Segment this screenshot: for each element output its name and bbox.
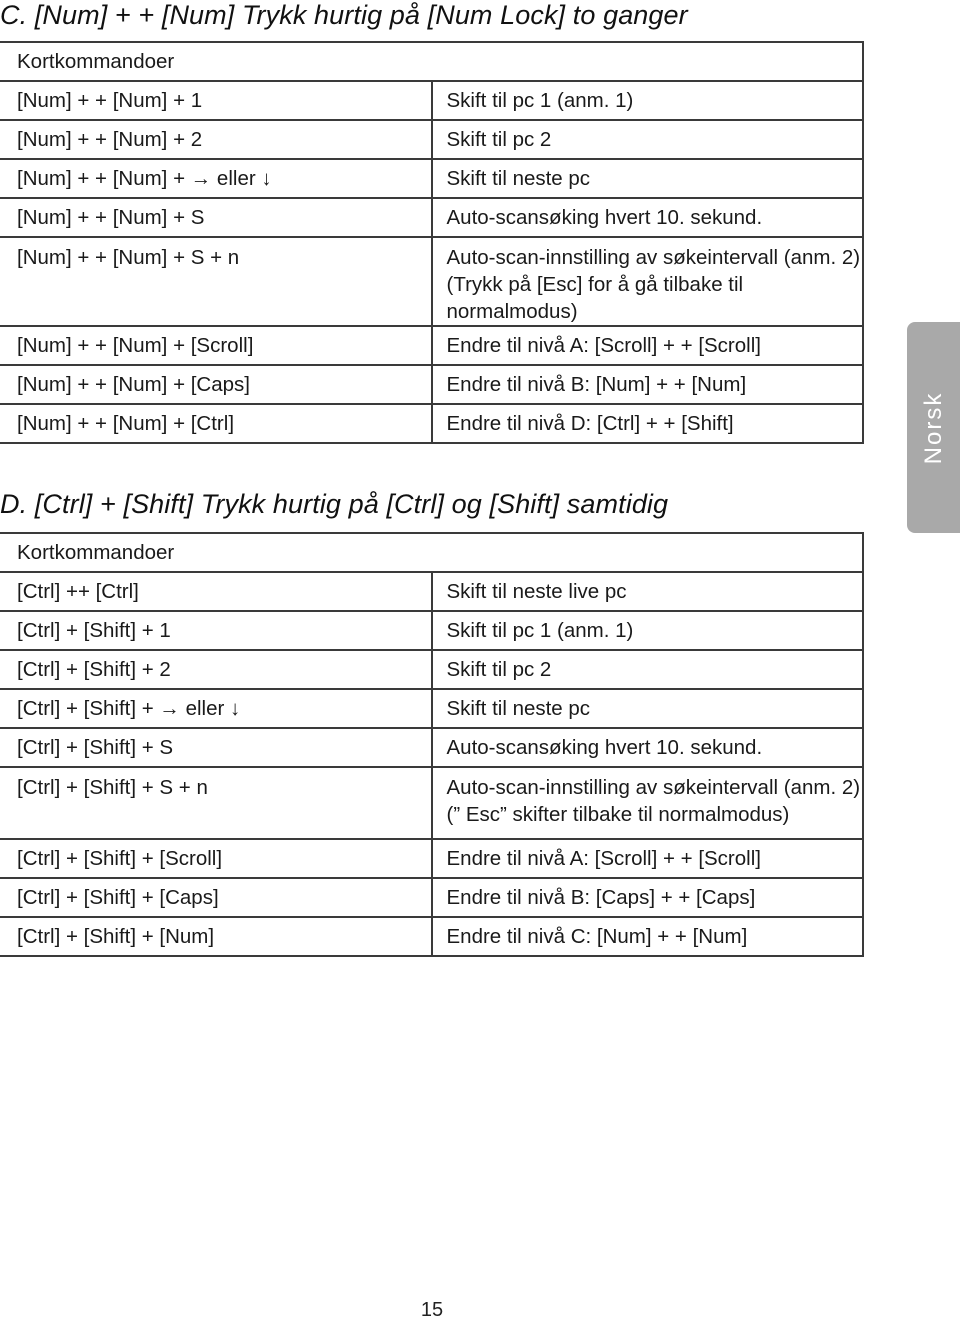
shortcut-function: Skift til neste pc xyxy=(432,159,864,198)
table-row xyxy=(0,237,863,326)
table-header-row xyxy=(0,42,863,81)
shortcut-key: [Num] + + [Num] + → eller ↓ xyxy=(0,159,432,198)
language-tab-label: Norsk xyxy=(919,391,947,464)
shortcut-key: [Ctrl] + [Shift] + S + n xyxy=(0,767,432,839)
table-row xyxy=(0,611,863,650)
shortcut-function-cell xyxy=(432,237,864,326)
shortcut-key: [Ctrl] + [Shift] + [Num] xyxy=(0,917,432,956)
shortcut-function: Skift til pc 2 xyxy=(432,120,864,159)
shortcut-function: Endre til nivå C: [Num] + + [Num] xyxy=(432,917,864,956)
table-row xyxy=(0,878,863,917)
shortcut-key: [Ctrl] + [Shift] + → eller ↓ xyxy=(0,689,432,728)
shortcut-function-cell xyxy=(432,767,864,839)
shortcut-key: [Num] + + [Num] + S + n xyxy=(0,237,432,326)
shortcut-function: Endre til nivå B: [Num] + + [Num] xyxy=(432,365,864,404)
shortcut-function: Auto-scan-innstilling av søkeintervall (anm. 2) xyxy=(446,776,861,799)
shortcut-table-c xyxy=(0,41,864,444)
shortcut-key: [Ctrl] + [Shift] + 2 xyxy=(0,650,432,689)
table-row xyxy=(0,572,863,611)
table-row xyxy=(0,159,863,198)
shortcut-key: [Num] + + [Num] + S xyxy=(0,198,432,237)
shortcut-key: [Ctrl] + [Shift] + 1 xyxy=(0,611,432,650)
shortcut-function-note: (” Esc” skifter tilbake til normalmodus) xyxy=(446,803,790,826)
shortcut-key: [Num] + + [Num] + [Scroll] xyxy=(0,326,432,365)
shortcut-function: Skift til pc 1 (anm. 1) xyxy=(432,611,864,650)
table-row xyxy=(0,404,863,443)
table-header: Kortkommandoer xyxy=(0,533,863,572)
section-c-heading: C. [Num] + + [Num] Trykk hurtig på [Num Lock] to ganger xyxy=(0,0,688,30)
shortcut-key: [Num] + + [Num] + 2 xyxy=(0,120,432,159)
table-row xyxy=(0,120,863,159)
shortcut-function: Auto-scansøking hvert 10. sekund. xyxy=(432,198,864,237)
shortcut-key: [Num] + + [Num] + 1 xyxy=(0,81,432,120)
shortcut-function: Auto-scan-innstilling av søkeintervall (anm. 2) xyxy=(446,246,861,269)
table-row xyxy=(0,689,863,728)
shortcut-function: Endre til nivå A: [Scroll] + + [Scroll] xyxy=(432,839,864,878)
table-row xyxy=(0,326,863,365)
shortcut-function-note: (Trykk på [Esc] for å gå tilbake til normalmodus) xyxy=(446,273,744,323)
table-row xyxy=(0,839,863,878)
shortcut-function: Skift til pc 2 xyxy=(432,650,864,689)
shortcut-key: [Ctrl] + [Shift] + [Scroll] xyxy=(0,839,432,878)
shortcut-function: Endre til nivå D: [Ctrl] + + [Shift] xyxy=(432,404,864,443)
shortcut-table-d xyxy=(0,532,864,957)
shortcut-key: [Ctrl] + [Shift] + [Caps] xyxy=(0,878,432,917)
shortcut-key: [Ctrl] + [Shift] + S xyxy=(0,728,432,767)
table-header: Kortkommandoer xyxy=(0,42,863,81)
shortcut-key: [Num] + + [Num] + [Caps] xyxy=(0,365,432,404)
table-row xyxy=(0,198,863,237)
table-row xyxy=(0,81,863,120)
table-row xyxy=(0,728,863,767)
shortcut-function: Auto-scansøking hvert 10. sekund. xyxy=(432,728,864,767)
shortcut-function: Skift til neste live pc xyxy=(432,572,864,611)
shortcut-function: Endre til nivå B: [Caps] + + [Caps] xyxy=(432,878,864,917)
shortcut-function: Endre til nivå A: [Scroll] + + [Scroll] xyxy=(432,326,864,365)
page-number: 15 xyxy=(420,1299,444,1321)
shortcut-function: Skift til pc 1 (anm. 1) xyxy=(432,81,864,120)
table-row xyxy=(0,767,863,839)
section-d-heading: D. [Ctrl] + [Shift] Trykk hurtig på [Ctrl] og [Shift] samtidig xyxy=(0,489,669,519)
table-header-row xyxy=(0,533,863,572)
shortcut-function: Skift til neste pc xyxy=(432,689,864,728)
table-row xyxy=(0,650,863,689)
shortcut-key: [Ctrl] ++ [Ctrl] xyxy=(0,572,432,611)
table-row xyxy=(0,365,863,404)
language-side-tab xyxy=(907,322,960,533)
table-row xyxy=(0,917,863,956)
shortcut-key: [Num] + + [Num] + [Ctrl] xyxy=(0,404,432,443)
